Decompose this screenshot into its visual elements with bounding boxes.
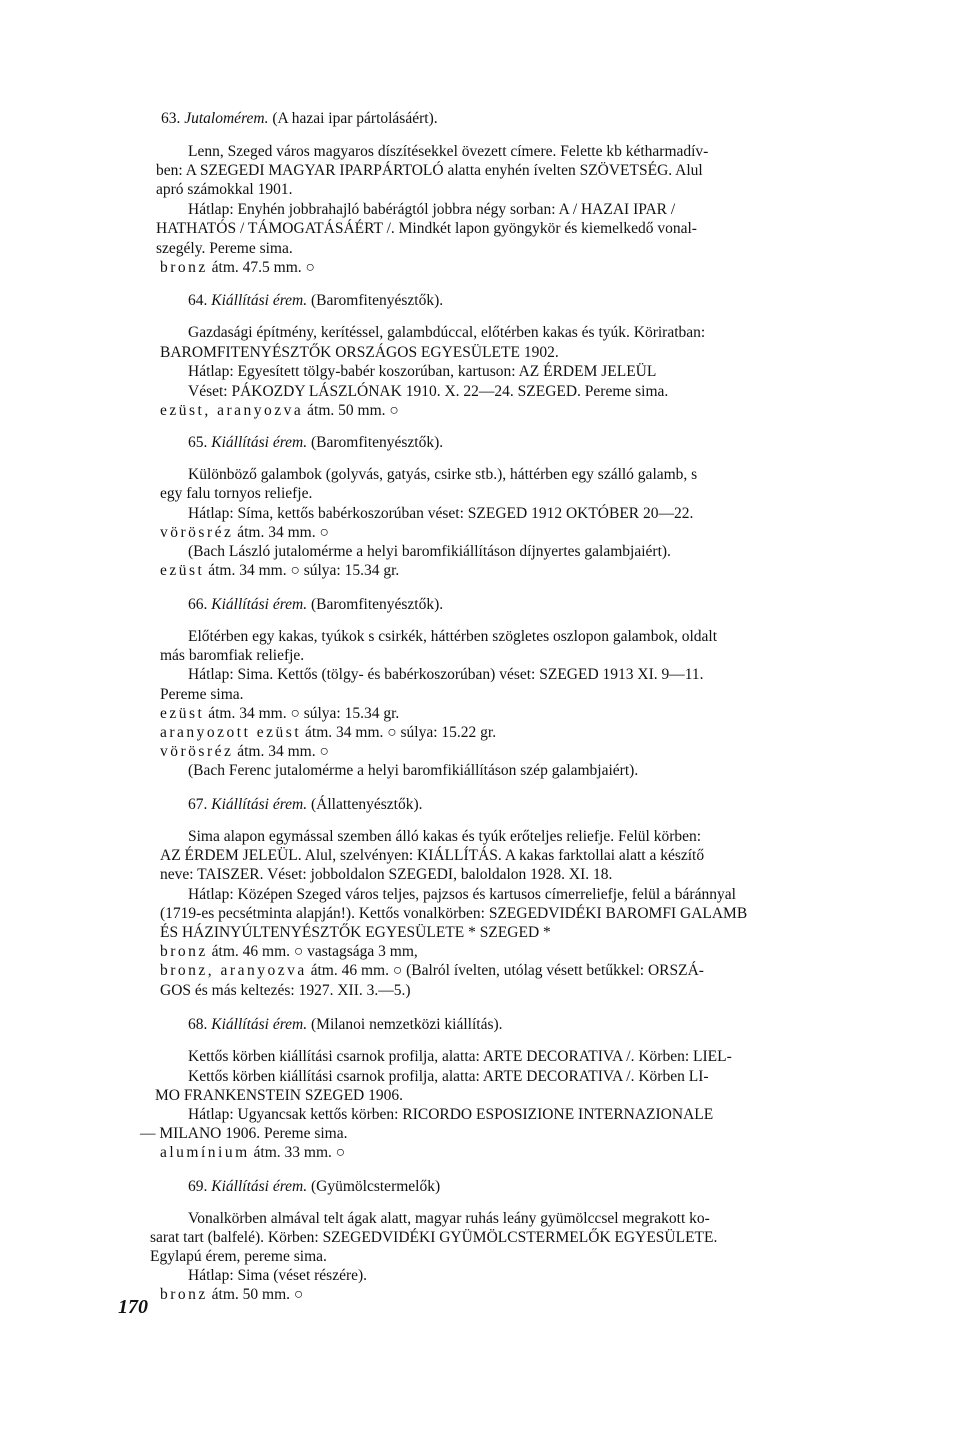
- metal-details: átm. 47.5 mm. ○: [211, 259, 315, 276]
- metal-line: [160, 724, 496, 742]
- entry-heading-67: [188, 796, 422, 814]
- entry-line: Egylapú érem, pereme sima.: [150, 1248, 327, 1265]
- metal-line: [160, 1144, 345, 1162]
- metal-material: vörösréz: [160, 743, 234, 760]
- entry-line: Kettős körben kiállítási csarnok profilja, alatta: ARTE DECORATIVA /. Körben: LIEL-: [188, 1048, 732, 1065]
- entry-line: Pereme sima.: [160, 686, 244, 703]
- metal-material: bronz, aranyozva: [160, 962, 307, 979]
- entry-line: neve: TAISZER. Véset: jobboldalon SZEGEDI, baloldalon 1928. XI. 18.: [160, 866, 613, 883]
- entry-heading-66: [188, 596, 443, 614]
- metal-material: bronz: [160, 259, 208, 276]
- entry-line: Hátlap: Sima (véset részére).: [188, 1267, 368, 1284]
- entry-line: más baromfiak reliefje.: [160, 647, 305, 664]
- metal-material: bronz: [160, 943, 208, 960]
- entry-heading-64: [188, 292, 443, 310]
- entry-line: sarat tart (balfelé). Körben: SZEGEDVIDÉKI GYÜMÖLCSTERMELŐK EGYESÜLETE.: [150, 1229, 718, 1246]
- metal-line: [160, 705, 399, 723]
- metal-details: átm. 46 mm. ○ (Balról ívelten, utólag vésett betűkkel: ORSZÁ-: [310, 962, 704, 979]
- entry-line: — MILANO 1906. Pereme sima.: [140, 1125, 348, 1142]
- entry-line: BAROMFITENYÉSZTŐK ORSZÁGOS EGYESÜLETE 1902.: [160, 344, 559, 361]
- entry-number: 69.: [188, 1178, 208, 1195]
- entry-line: Hátlap: Egyesített tölgy-babér koszorúban, kartuson: AZ ÉRDEM JELEÜL: [188, 363, 657, 380]
- metal-details: átm. 33 mm. ○: [253, 1144, 346, 1161]
- entry-line: Hátlap: Síma, kettős babérkoszorúban véset: SZEGED 1912 OKTÓBER 20—22.: [188, 505, 694, 522]
- metal-material: ezüst: [160, 562, 205, 579]
- entry-note: (Bach László jutalomérme a helyi baromfikiállításon díjnyertes galambjaiért).: [188, 543, 671, 560]
- entry-title: Jutalomérem.: [184, 110, 269, 127]
- metal-details: átm. 34 mm. ○ súlya: 15.34 gr.: [208, 705, 400, 722]
- metal-line: [160, 562, 399, 580]
- metal-material: ezüst: [160, 705, 205, 722]
- entry-number: 65.: [188, 434, 208, 451]
- entry-line: HATHATÓS / TÁMOGATÁSÁÉRT /. Mindkét lapon gyöngykör és kiemelkedő vonal-: [156, 220, 697, 237]
- metal-material: vörösréz: [160, 524, 234, 541]
- entry-line: Hátlap: Középen Szeged város teljes, pajzsos és kartusos címerreliefje, felül a báránnyal: [188, 886, 736, 903]
- entry-heading-68: [188, 1016, 503, 1034]
- entry-line: Kettős körben kiállítási csarnok profilja, alatta: ARTE DECORATIVA /. Körben LI-: [188, 1068, 709, 1085]
- metal-details: átm. 50 mm. ○: [211, 1286, 304, 1303]
- entry-subtitle: (Gyümölcstermelők): [311, 1178, 441, 1195]
- entry-number: 64.: [188, 292, 208, 309]
- entry-tail: GOS és más keltezés: 1927. XII. 3.—5.): [160, 982, 411, 999]
- metal-line: [160, 943, 418, 961]
- metal-details: átm. 46 mm. ○ vastagsága 3 mm,: [211, 943, 418, 960]
- metal-details: átm. 34 mm. ○: [237, 743, 329, 760]
- entry-subtitle: (Milanoi nemzetközi kiállítás).: [311, 1016, 503, 1033]
- entry-title: Kiállítási érem.: [211, 292, 308, 309]
- metal-line: [160, 743, 329, 761]
- entry-subtitle: (Baromfitenyésztők).: [311, 434, 444, 451]
- metal-details: átm. 34 mm. ○ súlya: 15.34 gr.: [208, 562, 400, 579]
- metal-line: [160, 1286, 303, 1304]
- entry-heading-63: [161, 110, 438, 128]
- entry-line: ÉS HÁZINYÚLTENYÉSZTŐK EGYESÜLETE * SZEGED *: [160, 924, 551, 941]
- entry-subtitle: (Baromfitenyésztők).: [311, 596, 444, 613]
- entry-line: Hátlap: Ugyancsak kettős körben: RICORDO ESPOSIZIONE INTERNAZIONALE: [188, 1106, 714, 1123]
- entry-title: Kiállítási érem.: [211, 596, 308, 613]
- metal-material: aranyozott ezüst: [160, 724, 302, 741]
- metal-line: [160, 524, 329, 542]
- metal-line: [160, 402, 399, 420]
- entry-title: Kiállítási érem.: [211, 796, 308, 813]
- entry-line: Különböző galambok (golyvás, gatyás, csirke stb.), háttérben egy szálló galamb, s: [188, 466, 698, 483]
- entry-line: Vonalkörben almával telt ágak alatt, magyar ruhás leány gyümölccsel megrakott ko-: [188, 1210, 710, 1227]
- entry-number: 66.: [188, 596, 208, 613]
- entry-number: 63.: [161, 110, 181, 127]
- entry-line: egy falu tornyos reliefje.: [160, 485, 313, 502]
- entry-line: MO FRANKENSTEIN SZEGED 1906.: [155, 1087, 403, 1104]
- entry-subtitle: (A hazai ipar pártolásáért).: [272, 110, 438, 127]
- entry-line: apró számokkal 1901.: [156, 181, 293, 198]
- entry-line: szegély. Pereme sima.: [156, 240, 293, 257]
- entry-line: Sima alapon egymással szemben álló kakas és tyúk erőteljes reliefje. Felül körben:: [188, 828, 702, 845]
- entry-heading-65: [188, 434, 443, 452]
- metal-details: átm. 34 mm. ○ súlya: 15.22 gr.: [305, 724, 497, 741]
- metal-material: alumínium: [160, 1144, 250, 1161]
- entry-subtitle: (Állattenyésztők).: [311, 796, 423, 813]
- entry-line: Lenn, Szeged város magyaros díszítésekkel övezett címere. Felette kb kétharmadív-: [188, 143, 709, 160]
- page-number: 170: [118, 1296, 148, 1318]
- metal-material: bronz: [160, 1286, 208, 1303]
- metal-details: átm. 34 mm. ○: [237, 524, 329, 541]
- entry-line: AZ ÉRDEM JELEÜL. Alul, szelvényen: KIÁLLÍTÁS. A kakas farktollai alatt a készítő: [160, 847, 705, 864]
- entry-title: Kiállítási érem.: [211, 1016, 308, 1033]
- entry-line: Hátlap: Sima. Kettős (tölgy- és babérkoszorúban) véset: SZEGED 1913 XI. 9—11.: [188, 666, 704, 683]
- entry-subtitle: (Baromfitenyésztők).: [311, 292, 444, 309]
- metal-details: átm. 50 mm. ○: [307, 402, 399, 419]
- entry-number: 67.: [188, 796, 208, 813]
- entry-line: Gazdasági építmény, kerítéssel, galambdúccal, előtérben kakas és tyúk. Köriratban:: [188, 324, 706, 341]
- entry-number: 68.: [188, 1016, 208, 1033]
- entry-line: Hátlap: Enyhén jobbrahajló babérágtól jobbra négy sorban: A / HAZAI IPAR /: [188, 201, 676, 218]
- entry-line: Véset: PÁKOZDY LÁSZLÓNAK 1910. X. 22—24. SZEGED. Pereme sima.: [188, 383, 669, 400]
- entry-line: (1719-es pecsétminta alapján!). Kettős vonalkörben: SZEGEDVIDÉKI BAROMFI GALAMB: [160, 905, 748, 922]
- entry-line: ben: A SZEGEDI MAGYAR IPARPÁRTOLÓ alatta enyhén ívelten SZÖVETSÉG. Alul: [156, 162, 703, 179]
- entry-note: (Bach Ferenc jutalomérme a helyi baromfikiállításon szép galambjaiért).: [188, 762, 639, 779]
- metal-line: [160, 259, 315, 277]
- metal-material: ezüst, aranyozva: [160, 402, 304, 419]
- entry-title: Kiállítási érem.: [211, 434, 308, 451]
- metal-line: [160, 962, 704, 980]
- entry-title: Kiállítási érem.: [211, 1178, 308, 1195]
- entry-heading-69: [188, 1178, 440, 1196]
- entry-line: Előtérben egy kakas, tyúkok s csirkék, háttérben szögletes oszlopon galambok, oldalt: [188, 628, 718, 645]
